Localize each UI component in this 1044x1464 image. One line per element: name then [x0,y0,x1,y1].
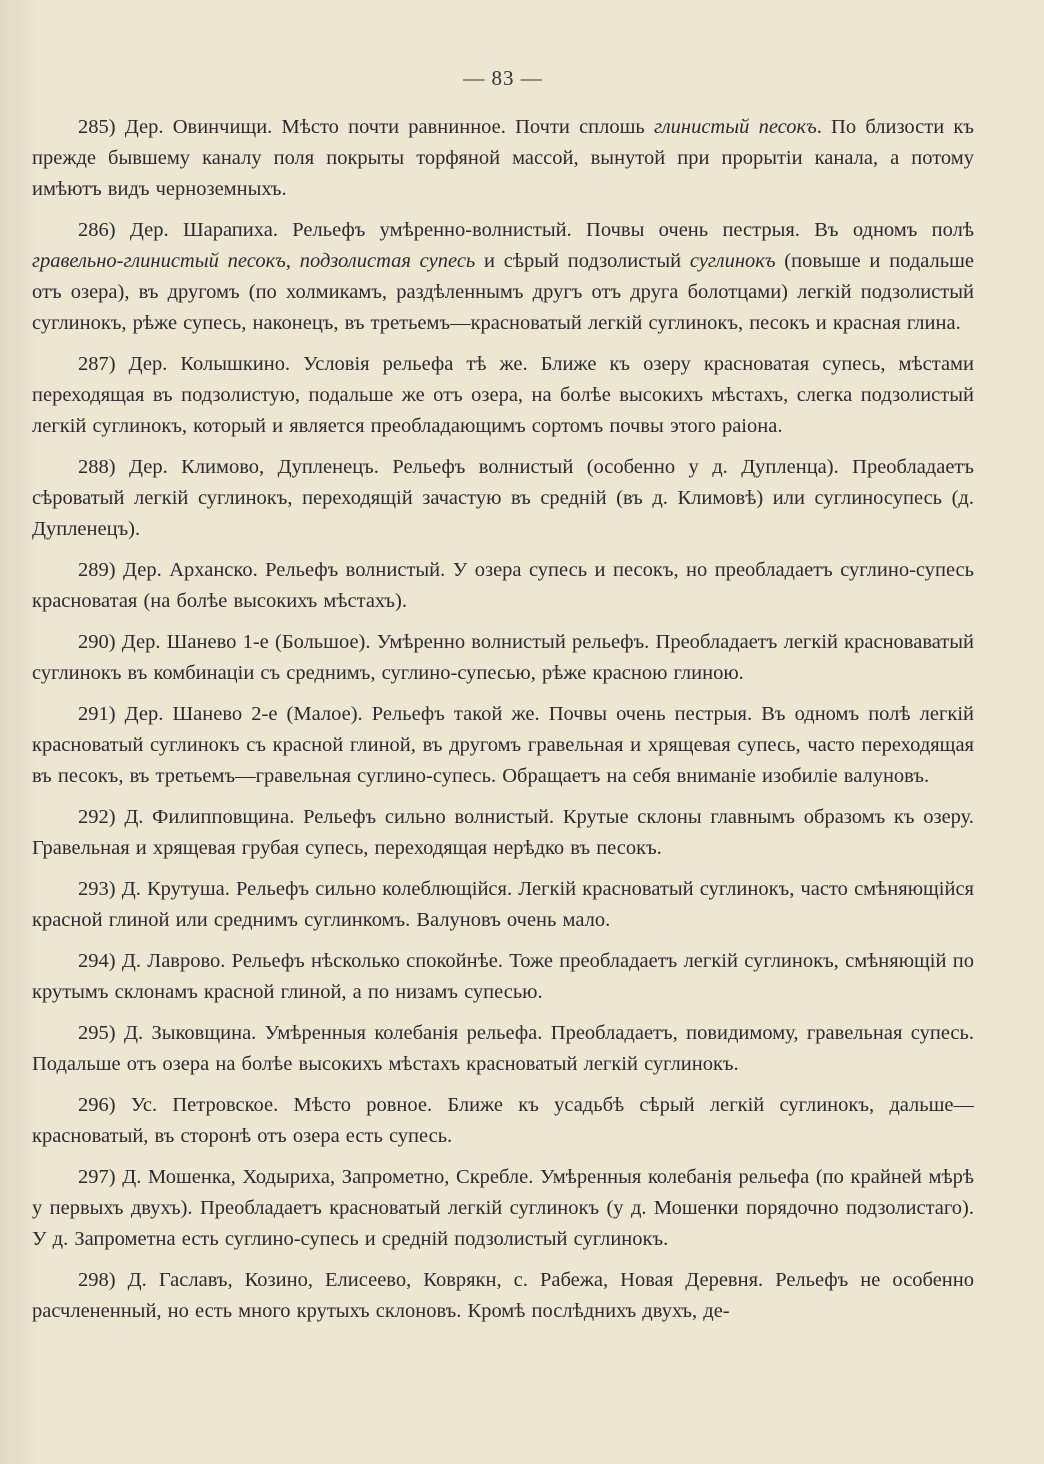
entry-paragraph [32,874,974,936]
entry-text: и сѣрый подзолистый [475,250,690,272]
entry-paragraph [32,1018,974,1080]
entry-text: 286) Дер. Шарапиха. Рельефъ умѣренно-волнистый. Почвы очень пестрыя. Въ одномъ полѣ [78,219,974,241]
entry-paragraph [32,699,974,792]
entry-text: 294) Д. Лаврово. Рельефъ нѣсколько спокойнѣе. Тоже преобладаетъ легкій суглинокъ, смѣняющій по крутымъ склонамъ красной глиной, а по низамъ супесью. [32,950,974,1003]
entry-text: 292) Д. Филипповщина. Рельефъ сильно волнистый. Крутые склоны главнымъ образомъ къ озеру. Гравельная и хрящевая грубая супесь, переходящая нерѣдко въ песокъ. [32,806,974,859]
entry-italic-text: глинистый песокъ [653,116,817,138]
entry-paragraph [32,215,974,339]
entry-text: (повыше и подальше отъ озера), въ другомъ (по холмикамъ, раздѣленнымъ другъ отъ друга болотцами) легкій подзолистый суглинокъ, рѣже супесь, наконецъ, въ третьемъ—красноватый легкій суглинокъ, песокъ и красная глина. [32,250,974,334]
entry-text: 297) Д. Мошенка, Ходыриха, Запрометно, Скребле. Умѣренныя колебанія рельефа (по крайней мѣрѣ у первыхъ двухъ). Преобладаетъ красноватый легкій суглинокъ (у д. Мошенки порядочно подзолистаго). У д. Запрометна есть суглино-супесь и средній подзолистый суглинокъ. [32,1166,974,1250]
entry-text: 296) Ус. Петровское. Мѣсто ровное. Ближе къ усадьбѣ сѣрый легкій суглинокъ, дальше—красноватый, въ сторонѣ отъ озера есть супесь. [32,1094,974,1147]
entry-text: 298) Д. Гаславъ, Козино, Елисеево, Коврякн, с. Рабежа, Новая Деревня. Рельефъ не особенно расчлененный, но есть много крутыхъ склоновъ. Кромѣ послѣднихъ двухъ, де- [32,1269,974,1322]
page-number: — 83 — [463,66,543,90]
entry-paragraph [32,627,974,689]
entry-italic-text: суглинокъ [689,250,776,272]
entry-text: 288) Дер. Климово, Дупленецъ. Рельефъ волнистый (особенно у д. Дупленца). Преобладаетъ сѣроватый легкій суглинокъ, переходящій зачастую въ средній (въ д. Климовѣ) или суглиносупесь (д. Дупленецъ). [32,456,974,540]
entry-paragraph [32,555,974,617]
entry-text: 293) Д. Крутуша. Рельефъ сильно колеблющійся. Легкій красноватый суглинокъ, часто смѣняющійся красной глиной или среднимъ суглинкомъ. Валуновъ очень мало. [32,878,974,931]
entry-paragraph [32,452,974,545]
entry-text: 289) Дер. Арханско. Рельефъ волнистый. У озера супесь и песокъ, но преобладаетъ суглино-супесь красноватая (на болѣе высокихъ мѣстахъ). [32,559,974,612]
entry-paragraph [32,349,974,442]
entry-paragraph [32,112,974,205]
entry-text: 295) Д. Зыковщина. Умѣренныя колебанія рельефа. Преобладаетъ, повидимому, гравельная супесь. Подальше отъ озера на болѣе высокихъ мѣстахъ красноватый легкій суглинокъ. [32,1022,974,1075]
entries-list [32,112,974,1327]
entry-paragraph [32,1265,974,1327]
entry-paragraph [32,802,974,864]
entry-text: 285) Дер. Овинчищи. Мѣсто почти равнинное. Почти сплошь [78,116,654,138]
entry-paragraph [32,1090,974,1152]
entry-paragraph [32,1162,974,1255]
entry-text: 291) Дер. Шанево 2-е (Малое). Рельефъ такой же. Почвы очень пестрыя. Въ одномъ полѣ легкій красноватый суглинокъ съ красной глиной, въ другомъ гравельная и хрящевая супесь, часто переходящая въ песокъ, въ третьемъ—гравельная суглино-супесь. Обращаетъ на себя вниманіе изобиліе валуновъ. [32,703,974,787]
entry-italic-text: гравельно-глинистый песокъ, подзолистая супесь [32,250,476,272]
entry-text: 287) Дер. Колышкино. Условія рельефа тѣ же. Ближе къ озеру красноватая супесь, мѣстами переходящая въ подзолистую, подальше же отъ озера, на болѣе высокихъ мѣстахъ, слегка подзолистый легкій суглинокъ, который и является преобладающимъ сортомъ почвы этого раіона. [32,353,974,437]
entry-text: 290) Дер. Шанево 1-е (Большое). Умѣренно волнистый рельефъ. Преобладаетъ легкій красноваватый суглинокъ въ комбинаціи съ среднимъ, суглино-супесью, рѣже красною глиною. [32,631,974,684]
entry-paragraph [32,946,974,1008]
entry-text: . По близости къ прежде бывшему каналу поля покрыты торфяной массой, вынутой при прорытіи канала, а потому имѣютъ видъ черноземныхъ. [32,116,974,200]
